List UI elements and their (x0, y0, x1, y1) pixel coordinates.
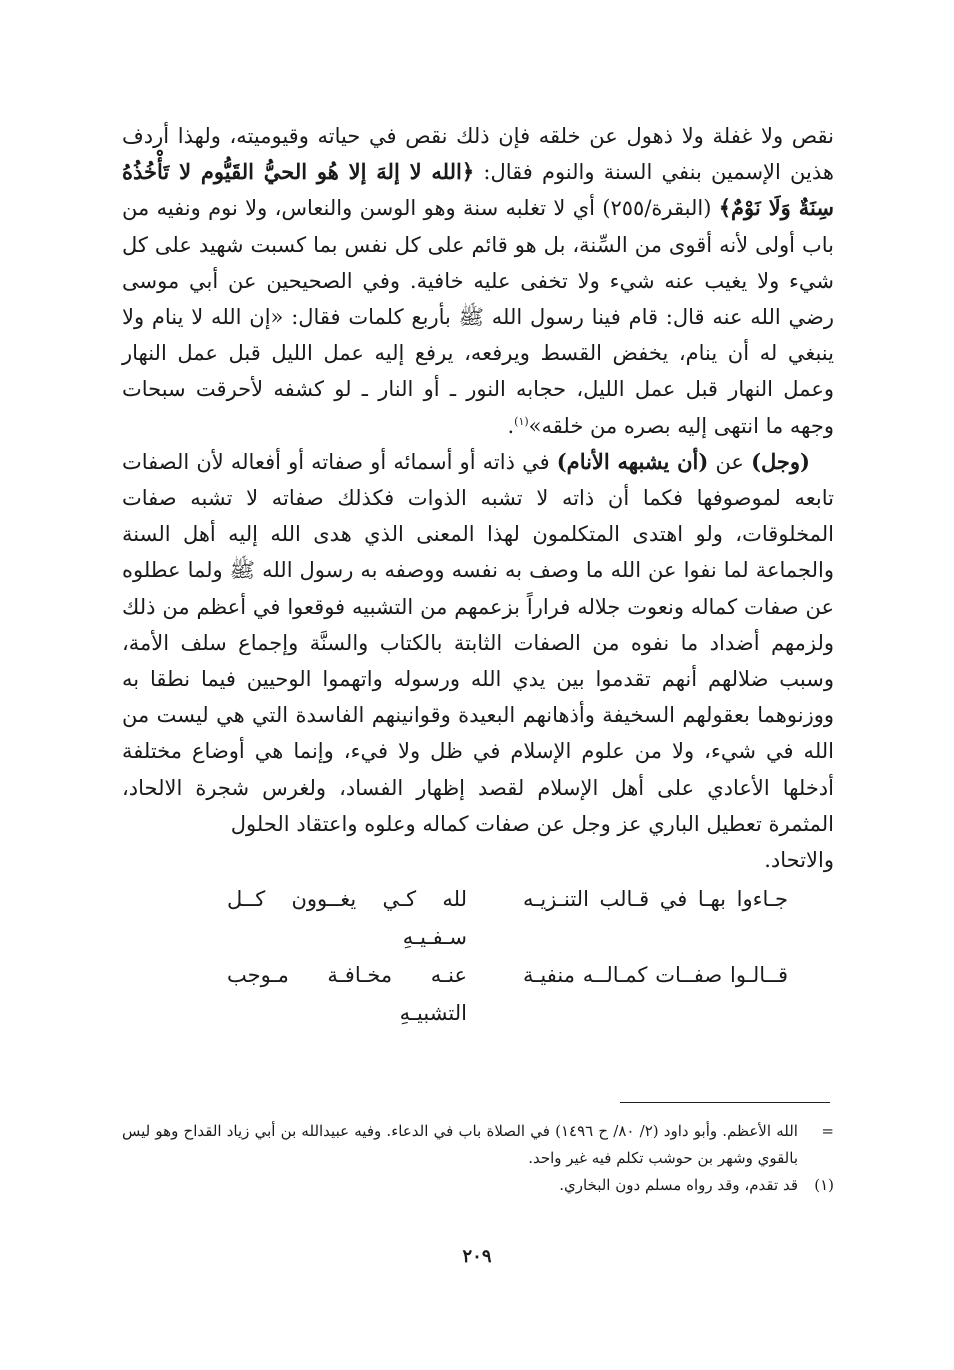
footnote-continued (122, 1118, 834, 1172)
footnote-marker: (١) (814, 1176, 834, 1194)
paragraph-2-text-b: في ذاته أو أسمائه أو صفاته أو أفعاله لأن الصفات تابعه لموصوفها فكما أن ذاته لا تشبه الذوات فكذلك صفاته لا تشبه صفات المخلوقات، ولو اهتدى المتكلمون لهذا المعنى الذي هدى الله إليه أهل السنة والجماعة لما نفوا عن الله ما وصف به نفسه ووصفه به رسول الله ﷺ ولما عطلوه عن صفات كماله ونعوت جلاله فراراً بزعمهم من التشبيه فوقعوا في أعظم من ذلك ولزمهم أضداد ما نفوه من الصفات الثابتة بالكتاب والسنَّة وإجماع سلف الأمة، وسبب ضلالهم أنهم تقدموا بين يدي الله ورسوله واتهموا الوحيين فيما نطقا به ووزنوهما بعقولهم السخيفة وأذهانهم البعيدة وقوانينهم الفاسدة التي هي ليست من الله في شيء، ولا من علوم الإسلام في ظل ولا فيء، وإنما هي أوضاع مختلفة أدخلها الأعادي على أهل الإسلام لقصد إظهار الفساد، ولغرس شجرة الالحاد، المثمرة تعطيل الباري عز وجل عن صفات كماله وعلوه واعتقاد الحلول (122, 449, 834, 836)
page-number: ٢٠٩ (462, 1246, 492, 1267)
poem (122, 880, 834, 1032)
paragraph-2-lead: (وجل) (751, 448, 810, 474)
footnote-divider (620, 1102, 830, 1103)
paragraph-1-end-mark: . (507, 413, 515, 438)
poem-verse (122, 880, 788, 956)
quran-verse: ﴿الله لا إلهَ إلا هُو الحيُّ القَيُّوم لا تَأْخُذُهُ سِنَةٌ وَلَا نَوْمٌ﴾ (122, 159, 834, 221)
poem-hemistich-second: لله كـي يغــوون كــل سـفـيـهِ (227, 887, 467, 950)
footnote-marker: = (821, 1122, 834, 1140)
paragraph-2-text-a: عن (708, 449, 752, 474)
footnotes (122, 1118, 834, 1199)
page-body (122, 118, 834, 1032)
footnote-text: الله الأعظم. وأبو داود (٢/ ٨٠/ ح ١٤٩٦) في الصلاة باب في الدعاء. وفيه عبيدالله بن أبي زياد القداح وهو ليس بالقوي وشهر بن حوشب تكلم فيه غير واحد. (122, 1122, 798, 1167)
paragraph-2 (122, 444, 834, 842)
paragraph-2-quoted: (أن يشبهه الأنام) (556, 448, 709, 474)
paragraph-1-text-b: (البقرة/٢٥٥) أي لا تغلبه سنة وهو الوسن والنعاس، ولا نوم ونفيه من باب أولى لأنه أقوى من السِّنة، بل هو قائم على كل نفس بما كسبت شهيد على كل شيء ولا يغيب عنه شيء ولا تخفى عليه خافية. وفي الصحيحين عن أبي موسى رضي الله عنه قال: قام فينا رسول الله ﷺ بأربع كلمات فقال: «إن الله لا ينام ولا ينبغي له أن ينام، يخفض القسط ويرفعه، يرفع إليه عمل الليل قبل عمل النهار وعمل النهار قبل عمل الليل، حجابه النور ـ أو النار ـ لو كشفه لأحرقت سبحات وجهه ما انتهى إليه بصره من خلقه» (122, 196, 834, 438)
poem-hemistich-first: جـاءوا بهـا في قـالب التنـزيـه (523, 887, 788, 912)
poem-hemistich-second: عنـه مخـافـة مـوجب التشبيـهِ (227, 963, 467, 1026)
paragraph-1 (122, 118, 834, 444)
poem-hemistich-first: قــالـوا صفــات كمـالــه منفيـة (523, 963, 788, 988)
footnote-text: قد تقدم، وقد رواه مسلم دون البخاري. (559, 1176, 798, 1194)
footnote-reference: (١) (514, 414, 529, 428)
paragraph-2-last-line: والاتحاد. (764, 848, 834, 873)
paragraph-1-text-a: نقص ولا غفلة ولا ذهول عن خلقه فإن ذلك نقص في حياته وقيوميته، ولهذا أردف هذين الإسمين بنفي السنة والنوم فقال: (122, 124, 834, 185)
poem-verse (122, 956, 788, 1032)
footnote-1 (122, 1172, 834, 1199)
